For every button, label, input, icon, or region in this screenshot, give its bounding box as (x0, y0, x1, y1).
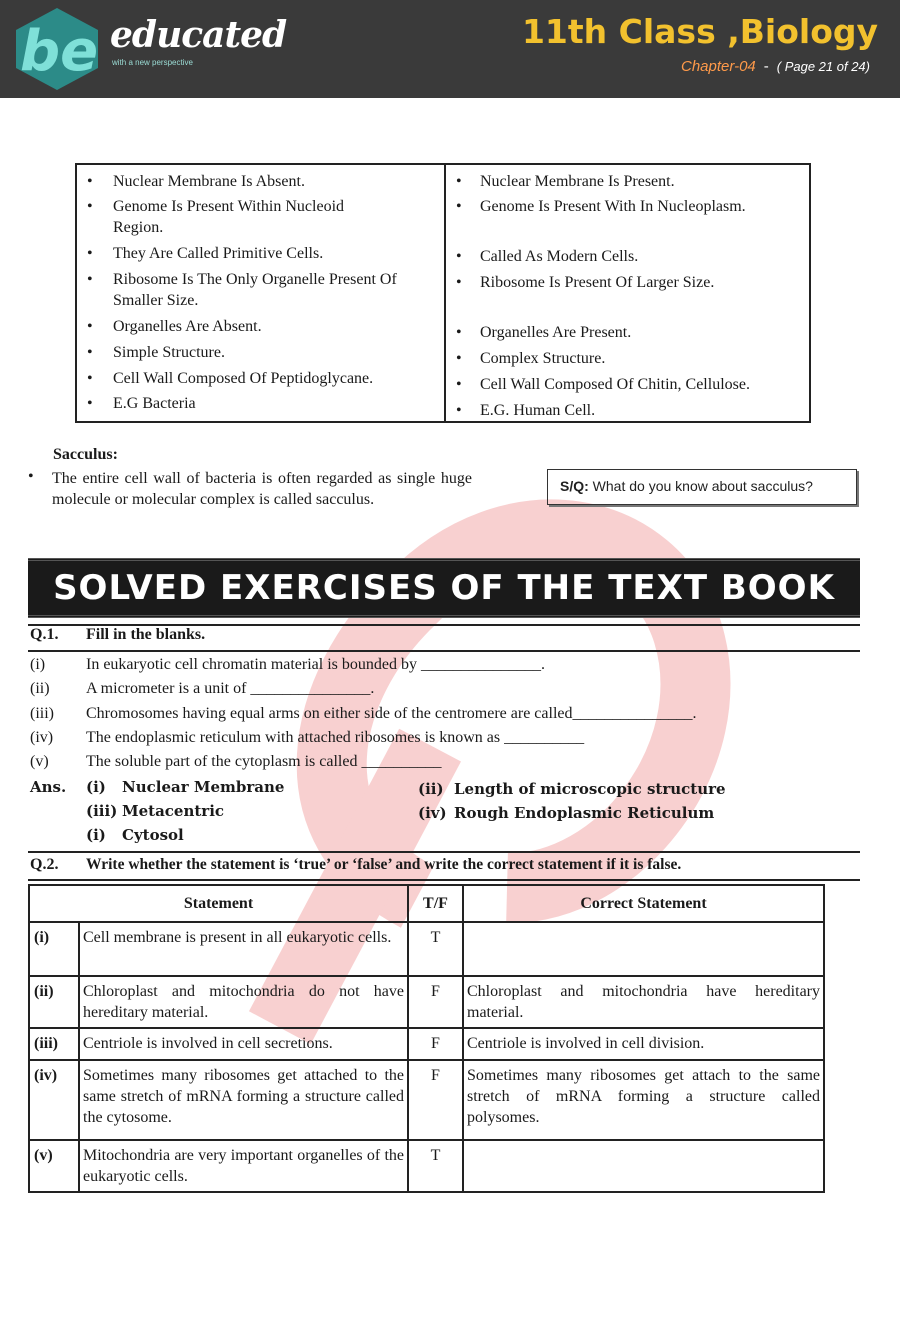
tf-cell: F (408, 1060, 463, 1140)
prokaryotic-column (77, 165, 446, 421)
bullet-icon: • (28, 468, 34, 485)
answer-item: (i) Nuclear Membrane (86, 778, 285, 796)
page-header (0, 0, 900, 98)
column-header: T/F (408, 885, 463, 922)
sq-label: S/Q: (560, 478, 589, 494)
list-item: • Simple Structure. (77, 342, 437, 363)
correct-statement-cell: Sometimes many ribosomes get attach to the same stretch of mRNA forming a structure called polysomes. (463, 1060, 824, 1140)
row-number: (iv) (29, 1060, 79, 1140)
list-item: • Organelles Are Absent. (77, 316, 437, 337)
be-logo-icon (12, 6, 102, 92)
answer-label: Ans. (30, 778, 67, 796)
divider (28, 879, 860, 881)
statement-cell: Chloroplast and mitochondria do not have hereditary material. (79, 976, 408, 1028)
list-item: • Cell Wall Composed Of Peptidoglycane. (77, 368, 437, 389)
list-item: • Complex Structure. (446, 348, 806, 369)
divider (28, 650, 860, 652)
cell-comparison-table (75, 163, 811, 423)
q1-item-text: The soluble part of the cytoplasm is called __________ (86, 753, 442, 770)
eukaryotic-column (446, 165, 809, 421)
true-false-table (28, 884, 825, 1193)
svg-text:be: be (20, 19, 99, 84)
table-header-row (29, 885, 824, 922)
q1-number: Q.1. (30, 626, 59, 643)
q1-item-number: (iv) (30, 729, 54, 746)
q1-item-text: Chromosomes having equal arms on either side of the centromere are called_______________. (86, 705, 697, 722)
chapter-label: Chapter-04 (680, 58, 756, 75)
row-number: (iii) (29, 1028, 79, 1060)
list-item: • E.G Bacteria (77, 393, 437, 414)
q2-title: Write whether the statement is ‘true’ or ‘false’ and write the correct statement if it is false. (86, 856, 682, 873)
q1-item-text: A micrometer is a unit of _______________. (86, 680, 375, 697)
answer-item: (i) Cytosol (86, 826, 184, 844)
list-item: • Genome Is Present Within Nucleoid Region. (77, 196, 397, 238)
table-row (29, 1140, 824, 1192)
q1-item-text: The endoplasmic reticulum with attached ribosomes is known as __________ (86, 729, 585, 746)
table-row (29, 1028, 824, 1060)
list-item: • Called As Modern Cells. (446, 246, 806, 267)
row-number: (v) (29, 1140, 79, 1192)
statement-cell: Centriole is involved in cell secretions. (79, 1028, 408, 1060)
column-header: Statement (29, 885, 408, 922)
list-item: • Nuclear Membrane Is Present. (446, 171, 806, 192)
answer-item: (iii) Metacentric (86, 802, 225, 820)
row-number: (i) (29, 922, 79, 976)
sacculus-heading: Sacculus: (53, 446, 118, 463)
short-question-box (547, 469, 857, 505)
answer-item: (iv) Rough Endoplasmic Reticulum (418, 804, 715, 822)
list-item: • Ribosome Is Present Of Larger Size. (446, 272, 806, 293)
tf-cell: T (408, 922, 463, 976)
tf-cell: F (408, 976, 463, 1028)
answer-item: (ii) Length of microscopic structure (418, 780, 726, 798)
tf-cell: T (408, 1140, 463, 1192)
q1-item-number: (ii) (30, 680, 50, 697)
q2-number: Q.2. (30, 856, 59, 873)
logo-tagline: with a new perspective (112, 58, 193, 67)
divider (28, 851, 860, 853)
list-item: • Cell Wall Composed Of Chitin, Cellulose. (446, 374, 806, 395)
page-number: ( Page 21 of 24) (776, 59, 870, 74)
list-item: • Organelles Are Present. (446, 322, 806, 343)
correct-statement-cell: Chloroplast and mitochondria have hereditary material. (463, 976, 824, 1028)
page-title: 11th Class ,Biology (521, 12, 878, 51)
table-row (29, 1060, 824, 1140)
sq-question: What do you know about sacculus? (592, 478, 813, 494)
q1-item-number: (iii) (30, 705, 54, 722)
correct-statement-cell (463, 1140, 824, 1192)
row-number: (ii) (29, 976, 79, 1028)
statement-cell: Mitochondria are very important organelles of the eukaryotic cells. (79, 1140, 408, 1192)
list-item: • Ribosome Is The Only Organelle Present Of Smaller Size. (77, 269, 427, 311)
list-item: • Genome Is Present With In Nucleoplasm. (446, 196, 806, 217)
correct-statement-cell (463, 922, 824, 976)
section-banner (28, 558, 860, 618)
q1-item-number: (i) (30, 656, 46, 673)
correct-statement-cell: Centriole is involved in cell division. (463, 1028, 824, 1060)
q1-title: Fill in the blanks. (86, 626, 206, 643)
column-header: Correct Statement (463, 885, 824, 922)
statement-cell: Cell membrane is present in all eukaryotic cells. (79, 922, 408, 976)
q1-item-number: (v) (30, 753, 49, 770)
sacculus-text: The entire cell wall of bacteria is often regarded as single huge molecule or molecular complex is called sacculus. (52, 470, 472, 508)
page-subtitle (681, 58, 870, 75)
subtitle-dash: - (763, 58, 769, 75)
q1-item-text: In eukaryotic cell chromatin material is bounded by _______________. (86, 656, 545, 673)
statement-cell: Sometimes many ribosomes get attached to the same stretch of mRNA forming a structure called the cytosome. (79, 1060, 408, 1140)
logo-wordmark: educated (110, 14, 287, 56)
table-row (29, 976, 824, 1028)
banner-title: SOLVED EXERCISES OF THE TEXT BOOK (53, 568, 835, 608)
list-item: • Nuclear Membrane Is Absent. (77, 171, 437, 192)
list-item: • E.G. Human Cell. (446, 400, 806, 421)
brand-logo[interactable] (12, 6, 287, 92)
list-item: • They Are Called Primitive Cells. (77, 243, 437, 264)
table-row (29, 922, 824, 976)
tf-cell: F (408, 1028, 463, 1060)
